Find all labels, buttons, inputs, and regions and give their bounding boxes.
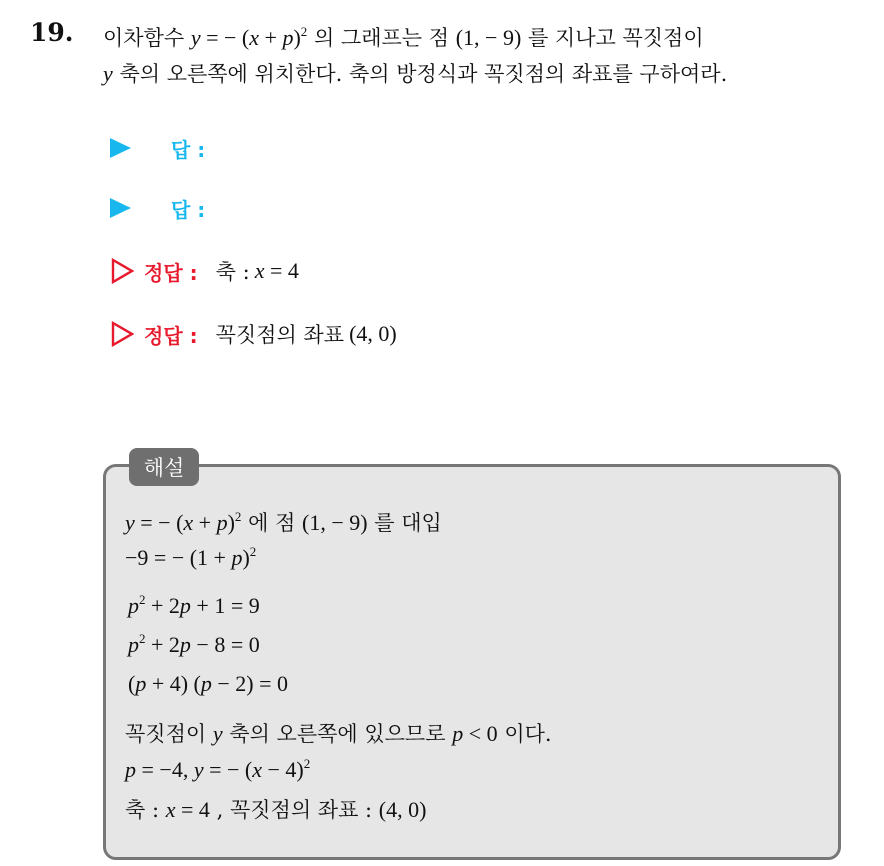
var-p: p <box>231 545 243 570</box>
var-y: y <box>212 721 223 746</box>
explanation-line-2 <box>125 545 256 571</box>
explanation-line-4 <box>128 632 260 658</box>
play-arrow-icon <box>110 138 131 158</box>
play-arrow-icon <box>110 198 131 218</box>
question-text-part: 축의 오른쪽에 위치한다. 축의 방정식과 꼭짓점의 좌표를 구하여라. <box>119 62 728 86</box>
var-p: p <box>282 25 294 50</box>
math-part: + <box>259 25 283 50</box>
explanation-line-3 <box>128 593 260 619</box>
correct-answer-row <box>110 256 299 286</box>
question-text-part: 이차함수 <box>103 26 185 50</box>
var-x: x <box>249 25 260 50</box>
explanation-line-6 <box>125 718 552 748</box>
exponent: 2 <box>139 592 146 607</box>
math-part: < 0 <box>463 721 498 746</box>
var-y: y <box>193 757 204 782</box>
exponent: 2 <box>300 24 308 39</box>
var-x: x <box>252 757 262 782</box>
exponent: 2 <box>139 631 146 646</box>
math-part: = − ( <box>203 757 253 782</box>
var-p: p <box>125 757 136 782</box>
text-part: 꼭짓점이 <box>125 722 207 746</box>
math-part: = 4 <box>264 258 299 283</box>
question-text-part: 를 지나고 꼭짓점이 <box>527 26 704 50</box>
explanation-line-5 <box>128 671 288 697</box>
math-part: = − ( <box>200 25 250 50</box>
math-part: ) <box>227 510 235 535</box>
var-x: x <box>165 797 176 822</box>
question-text-part: 의 그래프는 점 <box>313 26 450 50</box>
var-p: p <box>128 632 139 657</box>
var-p: p <box>452 721 464 746</box>
text-part: 이다. <box>504 722 552 746</box>
question-line-1 <box>103 20 873 56</box>
math-part: ) <box>242 545 250 570</box>
point: (1, − 9) <box>302 510 368 535</box>
math-part: + 2 <box>145 632 180 657</box>
var-y: y <box>190 25 201 50</box>
answer-row[interactable] <box>110 133 205 163</box>
question-text <box>103 20 873 92</box>
math-part: − 4) <box>262 757 304 782</box>
correct-answer-row <box>110 319 397 349</box>
exponent: 2 <box>249 544 257 559</box>
correct-answer-text: 축 : <box>215 260 250 284</box>
math-part: = − ( <box>134 510 184 535</box>
var-y: y <box>125 510 135 535</box>
exponent: 2 <box>303 756 311 771</box>
math-part: ) <box>293 25 301 50</box>
correct-answer-text: 꼭짓점의 좌표 <box>215 323 345 347</box>
vertex-coordinate: (4, 0) <box>349 321 397 346</box>
var-p: p <box>200 671 212 696</box>
math-part: + <box>193 510 217 535</box>
correct-answer-label: 정답 : <box>144 260 198 285</box>
math-part: −9 = − (1 + <box>125 545 232 570</box>
explanation-line-8 <box>125 794 426 824</box>
outline-arrow-icon <box>110 321 134 347</box>
correct-answer-label: 정답 : <box>144 323 198 348</box>
math-part: + 2 <box>145 593 180 618</box>
math-part: ( <box>128 671 136 696</box>
var-y: y <box>103 61 113 86</box>
math-part: = 4 <box>175 797 210 822</box>
exponent: 2 <box>234 509 242 524</box>
explanation-line-7 <box>125 757 310 783</box>
var-x: x <box>254 258 265 283</box>
text-part: 축 : <box>125 798 160 822</box>
text-part: 축의 오른쪽에 있으므로 <box>229 722 446 746</box>
vertex-coordinate: (4, 0) <box>378 797 427 822</box>
var-p: p <box>179 632 191 657</box>
problem-number: 19. <box>30 18 74 47</box>
quadratic-function <box>191 25 307 50</box>
explanation-tab: 해설 <box>129 448 199 486</box>
text-part: 에 점 <box>248 511 296 535</box>
math-part: − 8 = 0 <box>190 632 260 657</box>
var-p: p <box>128 593 139 618</box>
text-part: , 꼭짓점의 좌표 : <box>216 798 373 822</box>
answer-row[interactable] <box>110 193 205 223</box>
answer-label: 답 : <box>171 197 206 222</box>
math-part: + 1 = 9 <box>190 593 260 618</box>
math-part: + 4) ( <box>146 671 201 696</box>
var-p: p <box>216 510 228 535</box>
math-part: − 2) = 0 <box>211 671 289 696</box>
answer-label: 답 : <box>171 137 206 162</box>
given-point: (1, − 9) <box>455 25 522 50</box>
var-p: p <box>135 671 147 696</box>
var-p: p <box>179 593 191 618</box>
question-line-2 <box>103 56 873 92</box>
explanation-line-1 <box>125 507 442 537</box>
math-part: = −4, <box>136 757 194 782</box>
var-x: x <box>183 510 194 535</box>
outline-arrow-icon <box>110 258 134 284</box>
text-part: 를 대입 <box>374 511 442 535</box>
